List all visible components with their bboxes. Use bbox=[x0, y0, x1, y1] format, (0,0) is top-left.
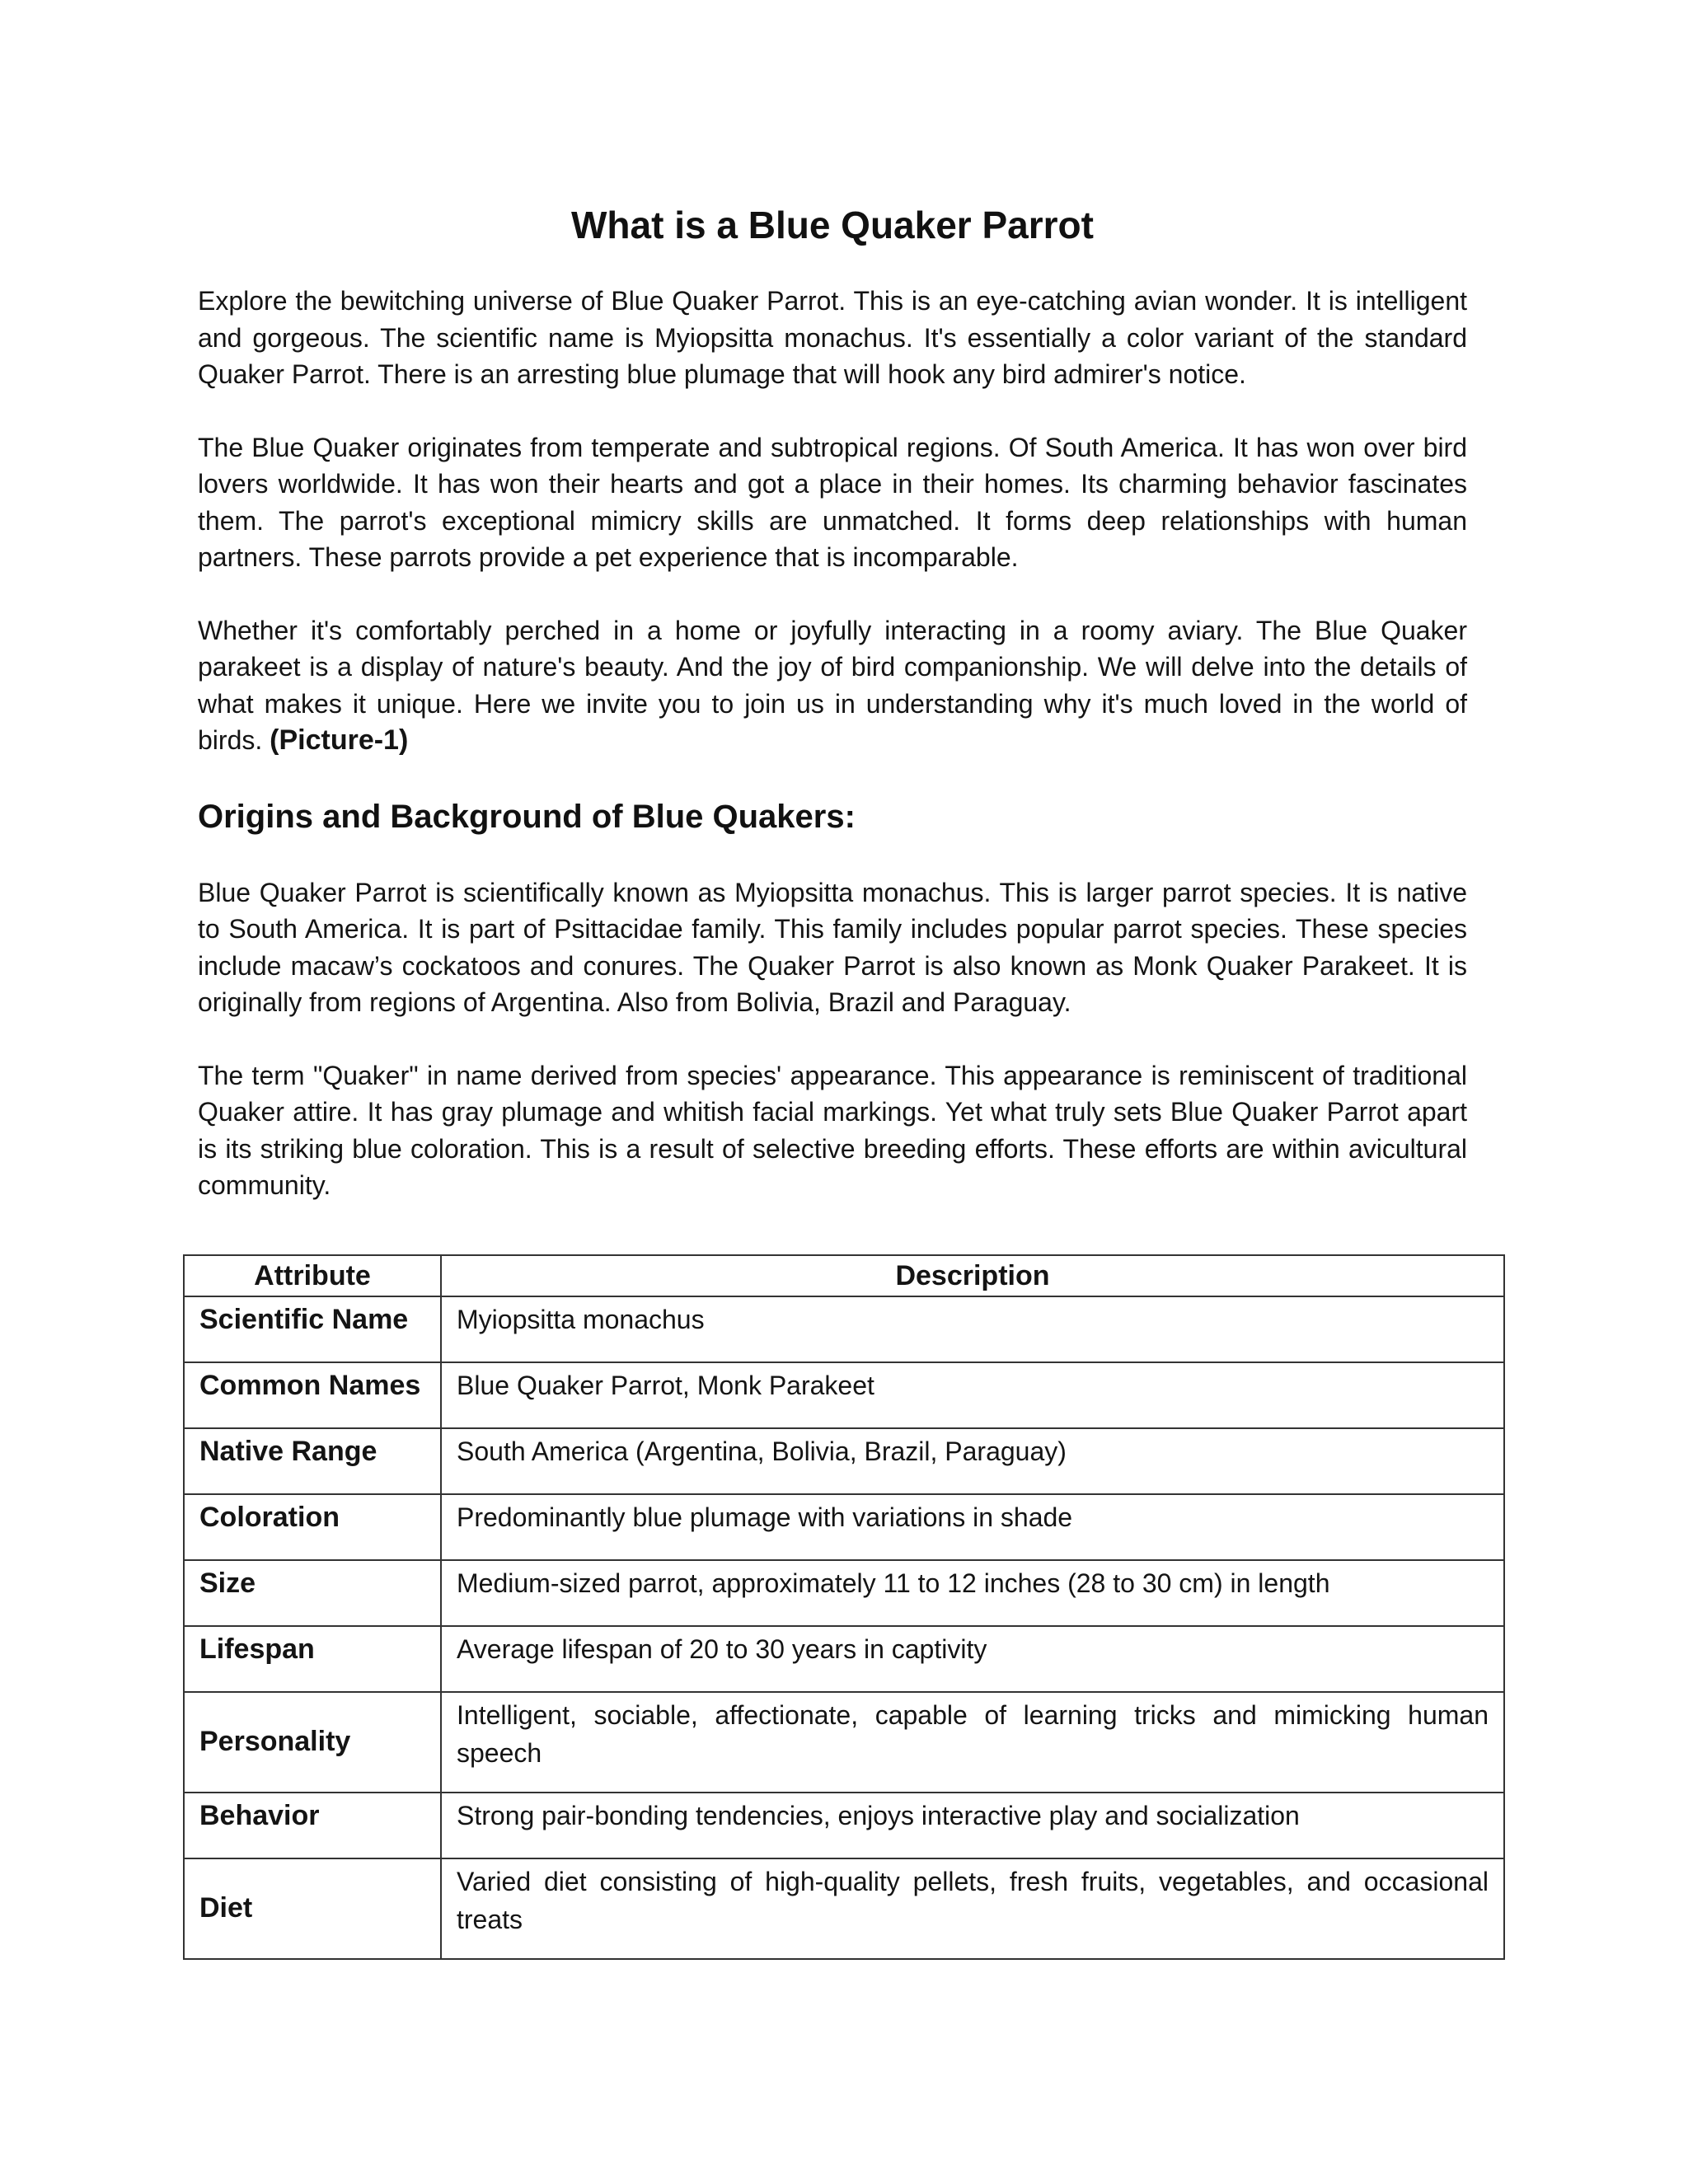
picture-reference: (Picture-1) bbox=[270, 724, 409, 756]
intro-paragraph-2: The Blue Quaker originates from temperate and subtropical regions. Of South America. It has won over bird lovers worldwide. It has won their hearts and got a place in their homes. Its charming behavior fascinates them. The parrot's exceptional mimicry skills are unmatched. It forms deep relationships with human partners. These parrots provide a pet experience that is incomparable. bbox=[198, 432, 1467, 572]
attribute-cell: Lifespan bbox=[184, 1626, 441, 1692]
table-row bbox=[184, 1793, 1504, 1858]
attribute-cell: Behavior bbox=[184, 1793, 441, 1858]
description-cell: South America (Argentina, Bolivia, Brazil, Paraguay) bbox=[441, 1428, 1504, 1494]
table-row bbox=[184, 1296, 1504, 1362]
table-header-attribute: Attribute bbox=[184, 1255, 441, 1296]
attribute-cell: Personality bbox=[184, 1692, 441, 1793]
description-cell: Myiopsitta monachus bbox=[441, 1296, 1504, 1362]
intro-paragraph-3-text: Whether it's comfortably perched in a home or joyfully interacting in a roomy aviary. The Blue Quaker parakeet is a display of nature's beauty. And the joy of bird companionship. We will delve into the details of what makes it unique. Here we invite you to join us in understanding why it's much loved in the world of birds. bbox=[198, 615, 1467, 755]
attribute-cell: Diet bbox=[184, 1858, 441, 1959]
description-cell: Intelligent, sociable, affectionate, capable of learning tricks and mimicking human speech bbox=[441, 1692, 1504, 1793]
attribute-cell: Scientific Name bbox=[184, 1296, 441, 1362]
origins-paragraph-2: The term "Quaker" in name derived from species' appearance. This appearance is reminiscent of traditional Quaker attire. It has gray plumage and whitish facial markings. Yet what truly sets Blue Quaker Parrot apart is its striking blue coloration. This is a result of selective breeding efforts. These efforts are within avicultural community. bbox=[198, 1060, 1467, 1200]
table-row bbox=[184, 1858, 1504, 1959]
attribute-cell: Size bbox=[184, 1560, 441, 1626]
attribute-cell: Common Names bbox=[184, 1362, 441, 1428]
table-header-row bbox=[184, 1255, 1504, 1296]
attribute-table bbox=[183, 1254, 1505, 1960]
description-cell: Average lifespan of 20 to 30 years in captivity bbox=[441, 1626, 1504, 1692]
intro-paragraph-3 bbox=[198, 612, 1467, 759]
table-row bbox=[184, 1494, 1504, 1560]
table-row bbox=[184, 1362, 1504, 1428]
description-cell: Varied diet consisting of high-quality pellets, fresh fruits, vegetables, and occasional treats bbox=[441, 1858, 1504, 1959]
table-row bbox=[184, 1692, 1504, 1793]
intro-paragraph-1: Explore the bewitching universe of Blue Quaker Parrot. This is an eye-catching avian wonder. It is intelligent and gorgeous. The scientific name is Myiopsitta monachus. It's essentially a color variant of the standard Quaker Parrot. There is an arresting blue plumage that will hook any bird admirer's notice. bbox=[198, 286, 1467, 389]
attribute-cell: Native Range bbox=[184, 1428, 441, 1494]
origins-paragraph-1: Blue Quaker Parrot is scientifically known as Myiopsitta monachus. This is larger parrot species. It is native to South America. It is part of Psittacidae family. This family includes popular parrot species. These species include macaw’s cockatoos and conures. The Quaker Parrot is also known as Monk Quaker Parakeet. It is originally from regions of Argentina. Also from Bolivia, Brazil and Paraguay. bbox=[198, 877, 1467, 1017]
description-cell: Strong pair-bonding tendencies, enjoys interactive play and socialization bbox=[441, 1793, 1504, 1858]
table-row bbox=[184, 1428, 1504, 1494]
table-header-description: Description bbox=[441, 1255, 1504, 1296]
table-row bbox=[184, 1560, 1504, 1626]
document-body bbox=[198, 202, 1467, 1204]
table-row bbox=[184, 1626, 1504, 1692]
page-title: What is a Blue Quaker Parrot bbox=[571, 204, 1094, 246]
description-cell: Medium-sized parrot, approximately 11 to 12 inches (28 to 30 cm) in length bbox=[441, 1560, 1504, 1626]
description-cell: Predominantly blue plumage with variations in shade bbox=[441, 1494, 1504, 1560]
section-heading-origins: Origins and Background of Blue Quakers: bbox=[198, 798, 856, 835]
description-cell: Blue Quaker Parrot, Monk Parakeet bbox=[441, 1362, 1504, 1428]
attribute-cell: Coloration bbox=[184, 1494, 441, 1560]
